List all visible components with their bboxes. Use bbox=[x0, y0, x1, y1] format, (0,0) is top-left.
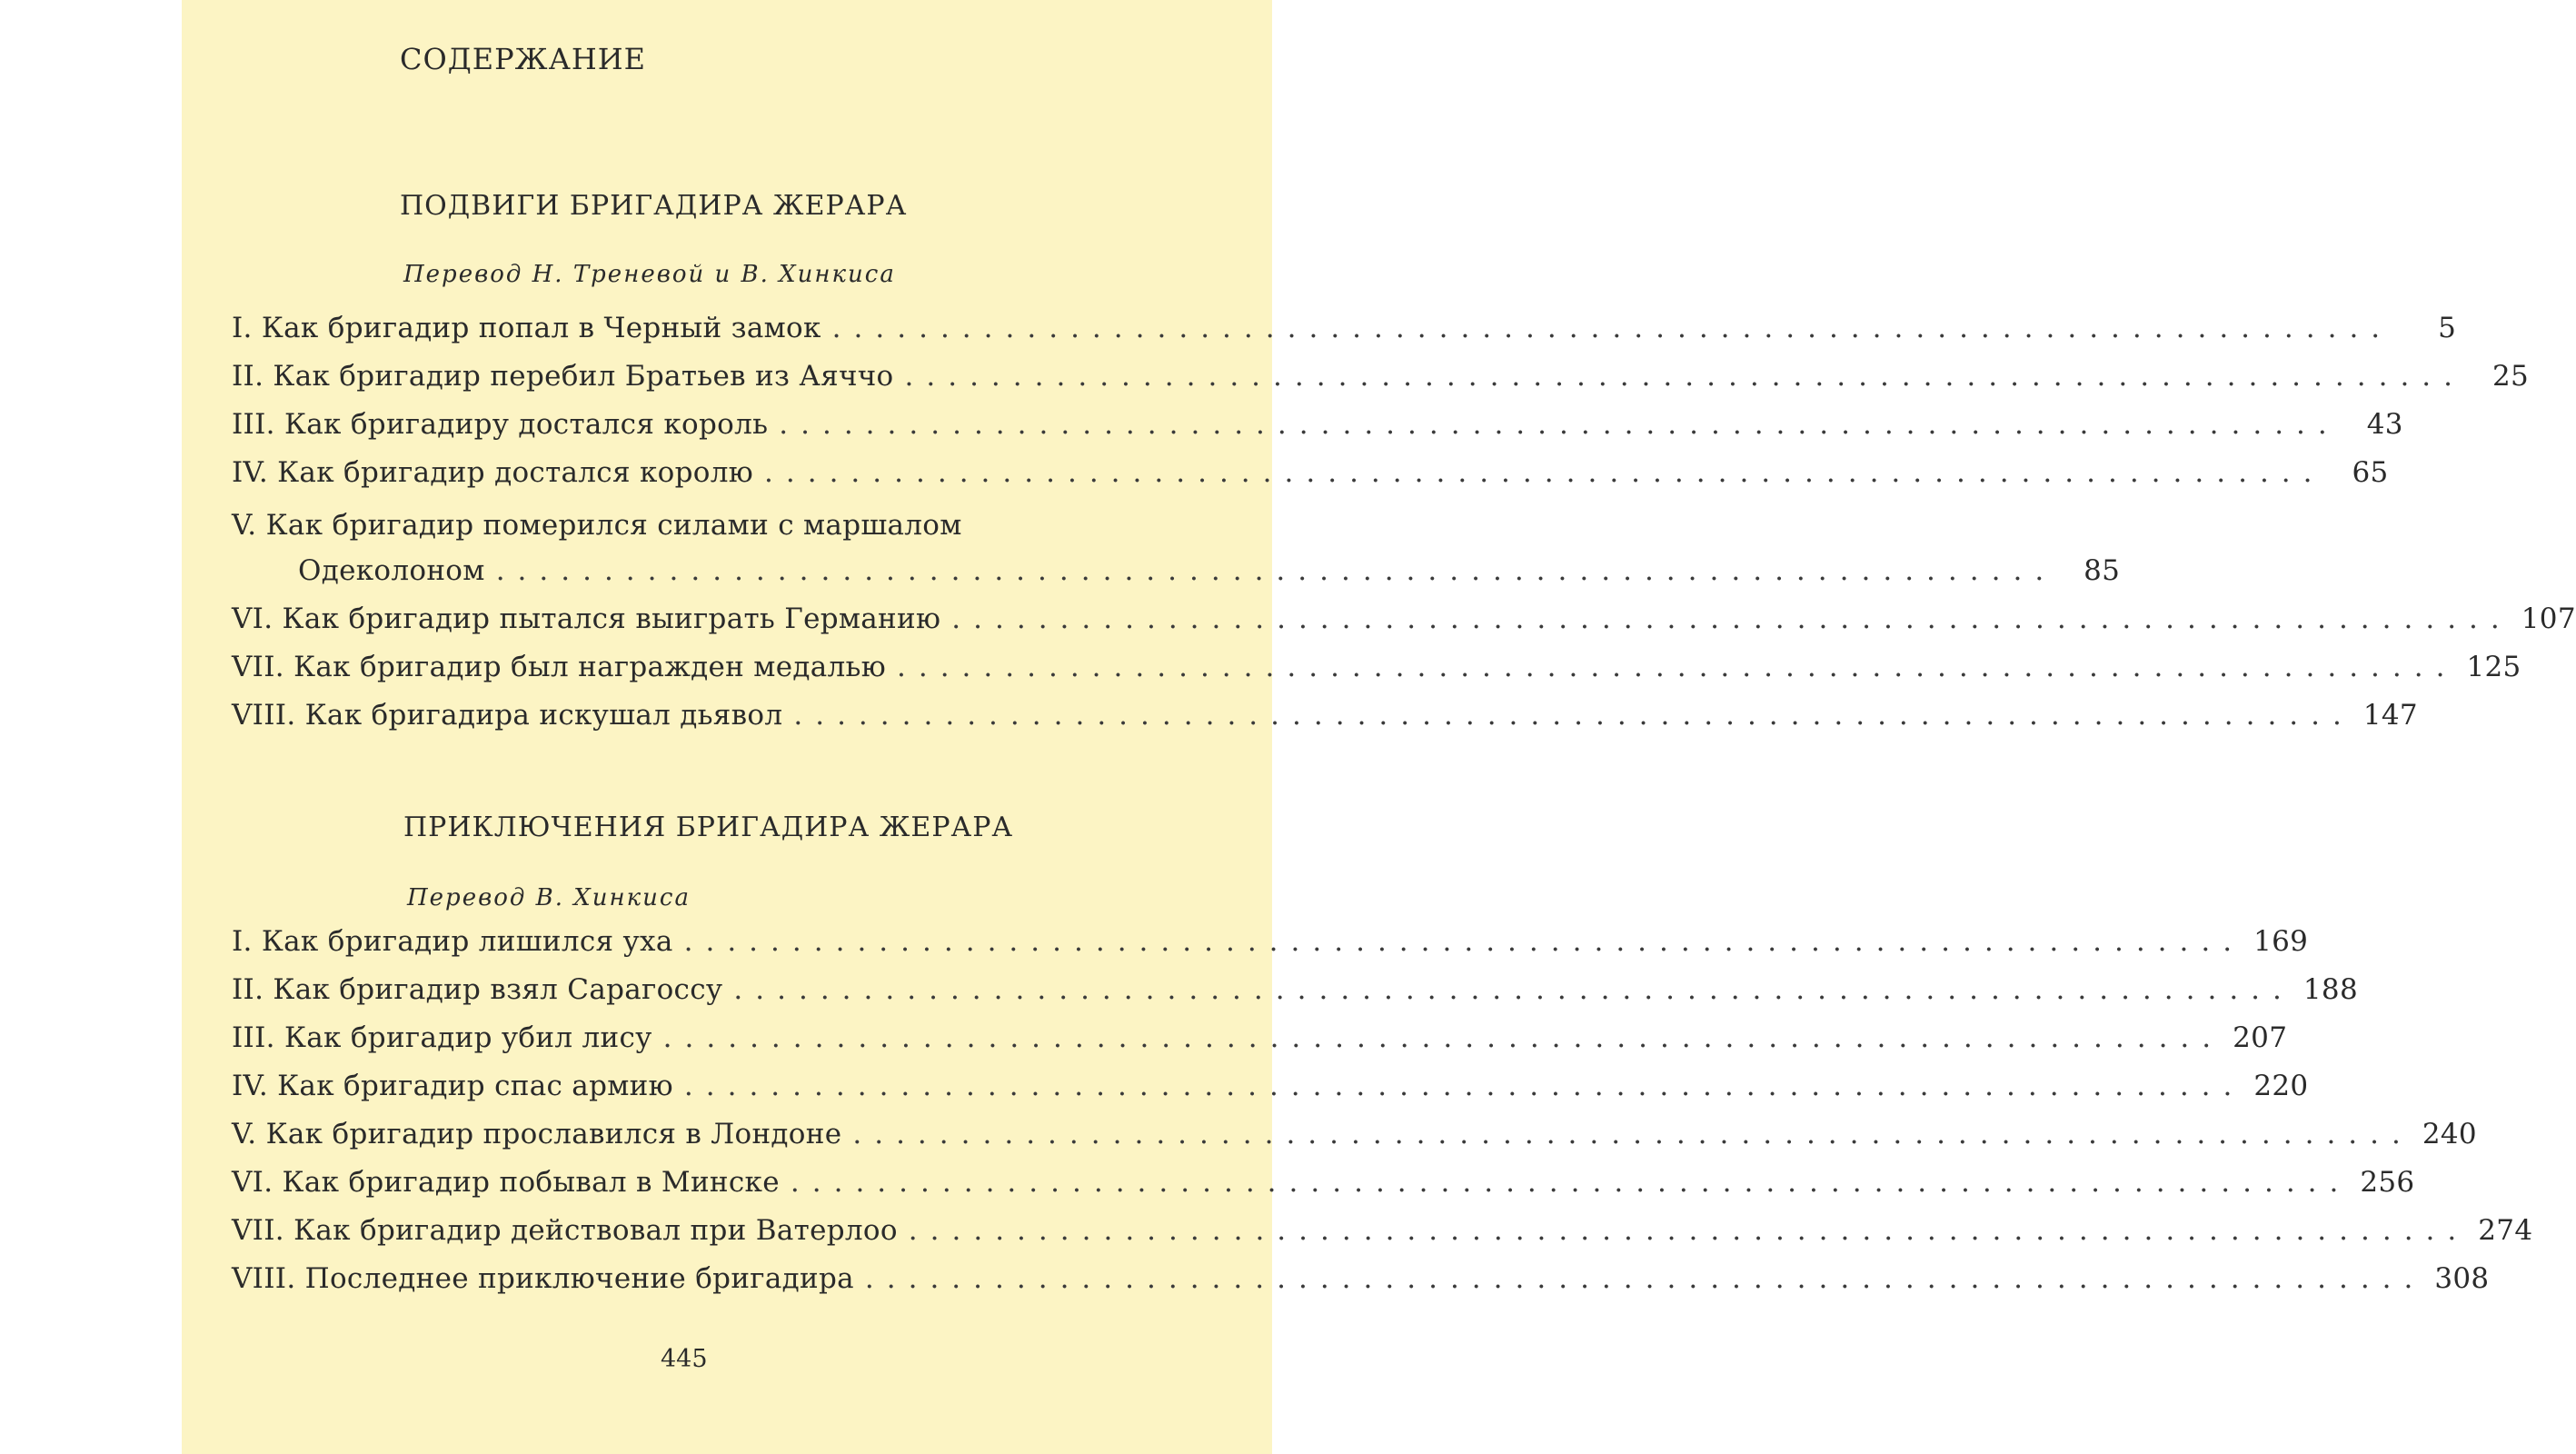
translator-credit: Перевод Н. Треневой и В. Хинкиса bbox=[403, 261, 896, 288]
entry-title: III. Как бригадир убил лису bbox=[232, 1021, 652, 1054]
book-page bbox=[182, 0, 2576, 1454]
dot-leader: ........................................................................ bbox=[896, 651, 2458, 683]
entry-page-number: 85 bbox=[2084, 554, 2121, 587]
toc-entry bbox=[232, 925, 2309, 965]
entry-page-number: 169 bbox=[2253, 925, 2309, 958]
dot-leader: ........................................................................ bbox=[683, 925, 2245, 958]
dot-leader: ........................................................................ bbox=[779, 408, 2340, 441]
entry-title: VIII. Последнее приключение бригадира bbox=[232, 1262, 854, 1295]
entry-title: V. Как бригадир прославился в Лондоне bbox=[232, 1118, 842, 1150]
toc-entry bbox=[232, 312, 2457, 352]
entry-title: III. Как бригадиру достался король bbox=[232, 408, 769, 441]
entry-page-number: 308 bbox=[2434, 1262, 2490, 1295]
entry-page-number: 43 bbox=[2366, 408, 2403, 441]
toc-title: СОДЕРЖАНИЕ bbox=[400, 42, 646, 76]
entry-page-number: 25 bbox=[2491, 360, 2530, 393]
entry-page-number: 147 bbox=[2362, 699, 2418, 732]
dot-leader: ........................................................................ bbox=[662, 1021, 2224, 1054]
translator-credit: Перевод В. Хинкиса bbox=[407, 884, 691, 911]
toc-entry bbox=[232, 603, 2576, 642]
entry-page-number: 107 bbox=[2521, 603, 2576, 635]
toc-entry bbox=[232, 699, 2418, 739]
dot-leader: ........................................................................ bbox=[733, 973, 2294, 1006]
entry-page-number: 256 bbox=[2360, 1166, 2415, 1199]
dot-leader: ........................................................................ bbox=[852, 1118, 2413, 1150]
dot-leader: ........................................................................ bbox=[495, 554, 2057, 587]
entry-title: VI. Как бригадир пытался выиграть Германию bbox=[232, 603, 941, 635]
entry-title: I. Как бригадир лишился уха bbox=[232, 925, 673, 958]
entry-title: VIII. Как бригадира искушал дьявол bbox=[232, 699, 783, 732]
dot-leader: ........................................................................ bbox=[793, 699, 2354, 732]
page-number: 445 bbox=[661, 1345, 708, 1373]
entry-title: VI. Как бригадир побывал в Минске bbox=[232, 1166, 780, 1199]
toc-entry bbox=[232, 360, 2530, 400]
toc-entry bbox=[232, 1214, 2533, 1254]
toc-entry bbox=[232, 1118, 2477, 1158]
toc-entry bbox=[232, 1070, 2309, 1110]
entry-page-number: 207 bbox=[2233, 1021, 2288, 1054]
dot-leader: ........................................................................ bbox=[864, 1262, 2426, 1295]
entry-page-number: 220 bbox=[2253, 1070, 2309, 1102]
entry-title: IV. Как бригадир достался королю bbox=[232, 456, 754, 489]
entry-title: I. Как бригадир попал в Черный замок bbox=[232, 312, 821, 344]
toc-entry bbox=[232, 408, 2403, 448]
entry-title-line1: V. Как бригадир померился силами с маршалом bbox=[232, 509, 962, 542]
entry-page-number: 240 bbox=[2422, 1118, 2477, 1150]
entry-title: VII. Как бригадир был награжден медалью bbox=[232, 651, 886, 683]
dot-leader: ........................................................................ bbox=[683, 1070, 2245, 1102]
part-title: ПРИКЛЮЧЕНИЯ БРИГАДИРА ЖЕРАРА bbox=[403, 812, 1014, 843]
dot-leader: ........................................................................ bbox=[951, 603, 2512, 635]
part-title: ПОДВИГИ БРИГАДИРА ЖЕРАРА bbox=[400, 190, 908, 222]
dot-leader: ........................................................................ bbox=[764, 456, 2325, 489]
dot-leader: ........................................................................ bbox=[904, 360, 2466, 393]
entry-page-number: 5 bbox=[2438, 312, 2457, 344]
entry-title: II. Как бригадир взял Сарагоссу bbox=[232, 973, 723, 1006]
toc-entry bbox=[232, 973, 2358, 1013]
dot-leader: ........................................................................ bbox=[908, 1214, 2470, 1247]
dot-leader: ........................................................................ bbox=[790, 1166, 2352, 1199]
toc-entry bbox=[232, 651, 2521, 691]
dot-leader: ........................................................................ bbox=[831, 312, 2393, 344]
entry-page-number: 65 bbox=[2352, 456, 2389, 489]
entry-title-line2: Одеколоном bbox=[298, 554, 485, 587]
toc-entry bbox=[298, 554, 2121, 594]
entry-title: IV. Как бригадир спас армию bbox=[232, 1070, 673, 1102]
toc-entry bbox=[232, 1262, 2490, 1302]
entry-page-number: 274 bbox=[2478, 1214, 2533, 1247]
entry-title: VII. Как бригадир действовал при Ватерлоо bbox=[232, 1214, 898, 1247]
entry-page-number: 188 bbox=[2302, 973, 2358, 1006]
toc-entry bbox=[232, 1021, 2288, 1061]
entry-page-number: 125 bbox=[2466, 651, 2521, 683]
toc-entry bbox=[232, 456, 2389, 496]
toc-entry bbox=[232, 1166, 2415, 1206]
entry-title: II. Как бригадир перебил Братьев из Аяччо bbox=[232, 360, 894, 393]
